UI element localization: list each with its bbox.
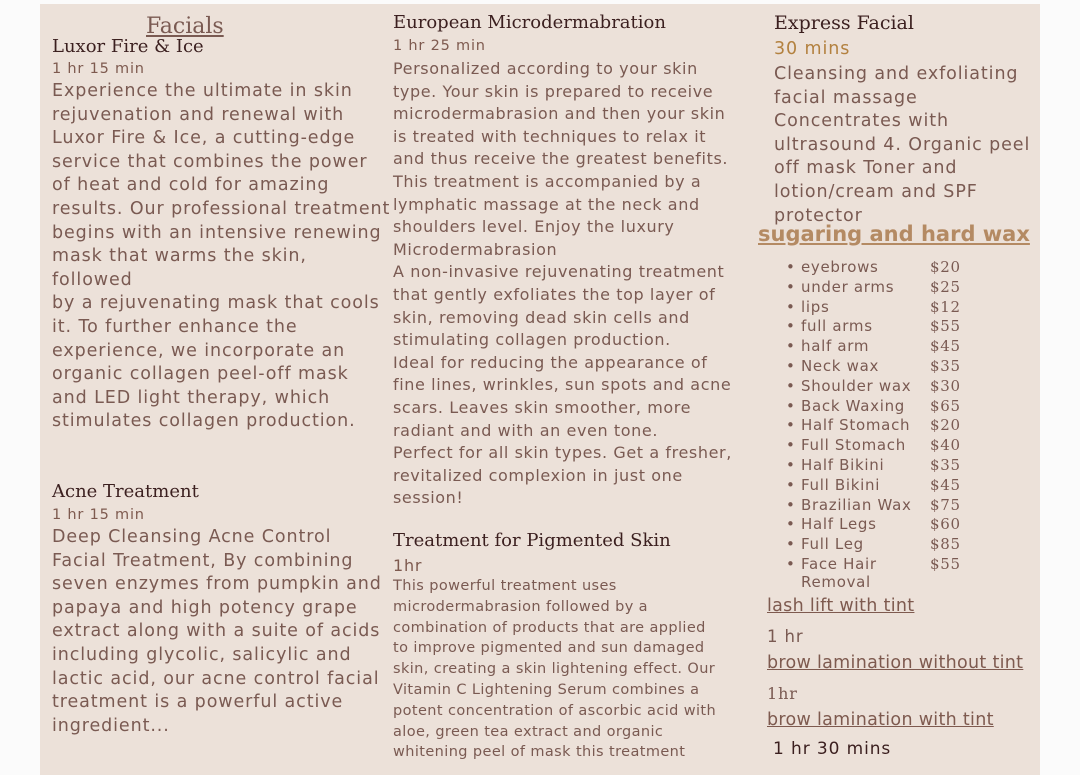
- acne-duration: 1 hr 15 min: [52, 507, 145, 523]
- brow-lamination-no-tint-link[interactable]: brow lamination without tint: [767, 653, 1024, 673]
- micro-title: European Microdermabration: [393, 12, 666, 33]
- brow-lamination-no-tint-duration: 1hr: [767, 684, 798, 703]
- wax-section-title[interactable]: sugaring and hard wax: [758, 222, 1030, 246]
- acne-description: Deep Cleansing Acne Control Facial Treatment, By combining seven enzymes from pumpkin and papaya and high potency grape extract along with a suite of acids including glycolic, salicylic and lactic acid, our acne control facial treatment is a powerful active ingredient...: [52, 527, 382, 736]
- pigment-duration: 1hr: [393, 556, 423, 575]
- luxor-title: Luxor Fire & Ice: [52, 36, 204, 57]
- lash-lift-duration: 1 hr: [767, 627, 804, 646]
- micro-description: Personalized according to your skin type. Your skin is prepared to receive microdermabrasion and then your skin is treated with techniques to relax it and thus receive the greatest benefits. This treatment is accompanied by a lymphatic massage at the neck and shoulders level. Enjoy the luxury Microdermabrasion A non-invasive rejuvenating treatment that gently exfoliates the top layer of skin, removing dead skin cells and stimulating collagen production. Ideal for reducing the appearance of fine lines, wrinkles, sun spots and acne scars. Leaves skin smoother, more radiant and with an even tone. Perfect for all skin types. Get a fresher, revitalized complexion in just one session!: [393, 59, 732, 508]
- express-duration: 30 mins: [774, 39, 851, 59]
- acne-title: Acne Treatment: [52, 481, 199, 502]
- express-description: Cleansing and exfoliating facial massage Concentrates with ultrasound 4. Organic peel off mask Toner and lotion/cream and SPF protector: [774, 64, 1031, 226]
- micro-duration: 1 hr 25 min: [393, 38, 486, 54]
- pigment-title: Treatment for Pigmented Skin: [393, 530, 671, 551]
- luxor-description: Experience the ultimate in skin rejuvenation and renewal with Luxor Fire & Ice, a cutting-edge service that combines the power of heat and cold for amazing results. Our professional treatment begins with an intensive renewing mask that warms the skin, followed by a rejuvenating mask that cools it. To further enhance the experience, we incorporate an organic collagen peel-off mask and LED light therapy, which stimulates collagen production.: [52, 81, 391, 432]
- pigment-description: This powerful treatment uses microdermabrasion followed by a combination of products that are applied to improve pigmented and sun damaged skin, creating a skin lightening effect. Our Vitamin C Lightening Serum combines a potent concentration of ascorbic acid with aloe, green tea extract and organic whitening peel of mask this treatment: [393, 578, 717, 761]
- brow-lamination-tint-duration: 1 hr 30 mins: [773, 739, 892, 759]
- luxor-duration: 1 hr 15 min: [52, 61, 145, 77]
- lash-lift-link[interactable]: lash lift with tint: [767, 596, 915, 616]
- section-title-facials: Facials: [146, 14, 224, 39]
- brow-lamination-tint-link[interactable]: brow lamination with tint: [767, 710, 994, 730]
- express-title: Express Facial: [774, 12, 914, 34]
